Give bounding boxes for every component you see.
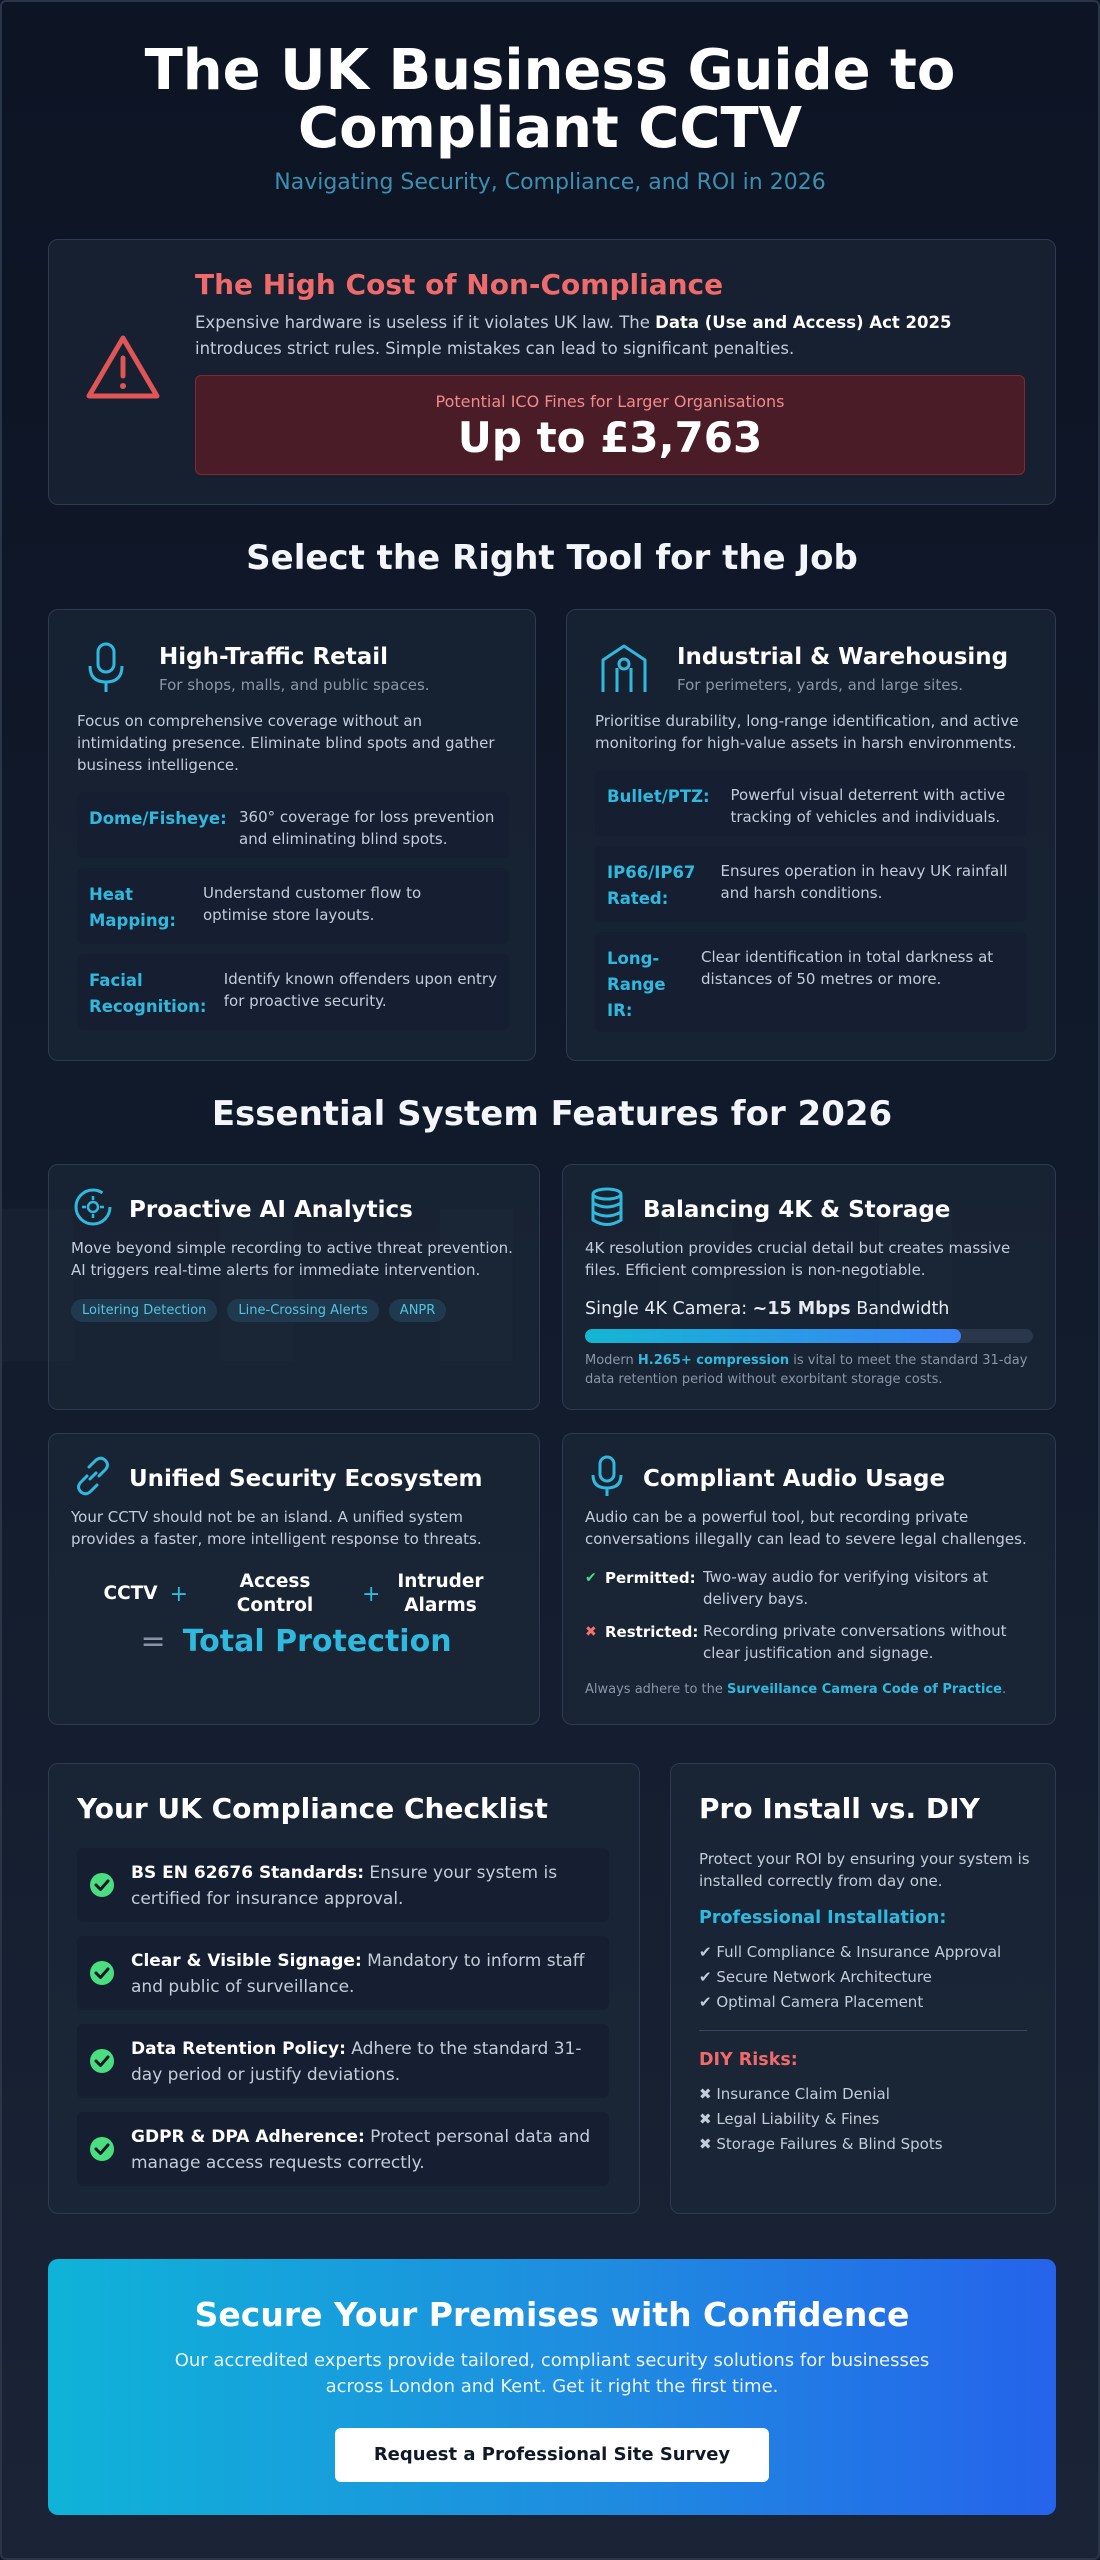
pro-list <box>699 1940 1001 2015</box>
ecosystem-card <box>48 1433 540 1725</box>
audio-restricted <box>585 1620 1035 1664</box>
audio-title: Compliant Audio Usage <box>643 1466 946 1492</box>
code-of-practice: Surveillance Camera Code of Practice <box>727 1682 1002 1697</box>
feature-value: Understand customer flow to optimise store layouts. <box>203 884 422 924</box>
microphone-icon <box>81 640 131 696</box>
audio-note: Always adhere to the Surveillance Camera Code of Practice. <box>585 1682 1007 1697</box>
title-line-1: The UK Business Guide to <box>144 38 956 103</box>
check-circle-icon <box>89 2136 115 2162</box>
ecosystem-title: Unified Security Ecosystem <box>129 1466 483 1492</box>
pro-title: Pro Install vs. DIY <box>699 1792 980 1825</box>
non-compliance-title: The High Cost of Non-Compliance <box>195 268 724 301</box>
ai-title: Proactive AI Analytics <box>129 1197 413 1223</box>
site-survey-button[interactable]: Request a Professional Site Survey <box>335 2428 769 2482</box>
ai-description: Move beyond simple recording to active threat prevention. AI triggers real-time alerts for immediate intervention. <box>71 1239 513 1279</box>
checklist-text: Clear & Visible Signage: Mandatory to inform staff and public of surveillance. <box>131 1951 585 1997</box>
storage-title: Balancing 4K & Storage <box>643 1197 951 1223</box>
feature-value: 360° coverage for loss prevention and eliminating blind spots. <box>239 808 495 848</box>
industrial-feature <box>595 846 1027 922</box>
restricted-text: Recording private conversations without clear justification and signage. <box>703 1622 1007 1662</box>
storage-card <box>562 1164 1056 1410</box>
bandwidth-value: ~15 Mbps <box>752 1299 851 1319</box>
checklist-text: BS EN 62676 Standards: Ensure your system is certified for insurance approval. <box>131 1863 558 1909</box>
restricted-label: Restricted: <box>605 1623 699 1641</box>
eco-item-access-control: Access Control <box>236 1571 314 1616</box>
cta-title: Secure Your Premises with Confidence <box>194 2295 910 2334</box>
checklist-item <box>77 1848 609 1922</box>
checklist-text: GDPR & DPA Adherence: Protect personal data and manage access requests correctly. <box>131 2127 591 2173</box>
cta-text: Our accredited experts provide tailored, compliant security solutions for businesses across London and Kent. Get it right the first time. <box>174 2350 930 2397</box>
industrial-card <box>566 609 1056 1061</box>
total-protection: Total Protection <box>182 1624 452 1659</box>
diy-list-item: ✖ Insurance Claim Denial <box>699 2085 890 2103</box>
feature-key: IP66/IP67 Rated: <box>607 863 696 908</box>
bandwidth-bar <box>585 1329 1033 1343</box>
retail-description: Focus on comprehensive coverage without an intimidating presence. Eliminate blind spots and gather business intelligence. <box>77 712 495 774</box>
checklist-item <box>77 2112 609 2186</box>
checklist-title: Your UK Compliance Checklist <box>77 1792 548 1825</box>
bandwidth-label: Single 4K Camera: ~15 Mbps Bandwidth <box>585 1299 950 1319</box>
compression-name: H.265+ compression <box>637 1353 790 1368</box>
microphone-icon <box>585 1454 629 1498</box>
permitted-label: Permitted: <box>605 1569 696 1587</box>
check-icon: ✔ <box>585 1570 597 1586</box>
equals-sign: = <box>140 1624 166 1659</box>
pro-description: Protect your ROI by ensuring your system is installed correctly from day one. <box>699 1850 1030 1890</box>
checklist-item <box>77 2024 609 2098</box>
compliance-checklist-card <box>48 1763 640 2214</box>
page-header <box>2 2 1098 195</box>
feature-value: Clear identification in total darkness at distances of 50 metres or more. <box>701 948 994 988</box>
divider <box>699 2030 1027 2031</box>
cta-banner <box>48 2259 1056 2515</box>
audio-permitted <box>585 1566 1035 1610</box>
industrial-title: Industrial & Warehousing <box>677 644 1009 670</box>
warehouse-icon <box>599 640 649 696</box>
database-icon <box>585 1185 629 1229</box>
pro-vs-diy-card <box>670 1763 1056 2214</box>
feature-key: Long-Range IR: <box>607 949 666 1020</box>
pro-heading: Professional Installation: <box>699 1908 947 1928</box>
pro-list-item: ✔ Secure Network Architecture <box>699 1968 932 1986</box>
non-compliance-card <box>48 239 1056 505</box>
tag-line-crossing: Line-Crossing Alerts <box>227 1299 378 1322</box>
feature-value: Identify known offenders upon entry for proactive security. <box>223 970 497 1010</box>
eco-item-intruder-alarms: Intruder Alarms <box>397 1571 484 1616</box>
audio-card <box>562 1433 1056 1725</box>
ai-brain-icon <box>71 1185 115 1229</box>
retail-feature <box>77 792 509 858</box>
ecosystem-total <box>71 1624 521 1659</box>
feature-key: Facial Recognition: <box>89 971 207 1016</box>
act-name: Data (Use and Access) Act 2025 <box>655 313 952 332</box>
retail-feature <box>77 868 509 944</box>
ai-analytics-card <box>48 1164 540 1410</box>
checklist-item <box>77 1936 609 2010</box>
tag-loitering: Loitering Detection <box>71 1299 217 1322</box>
storage-note: Modern H.265+ compression is vital to meet the standard 31-day data retention period without exorbitant storage costs. <box>585 1353 1028 1387</box>
industrial-subtitle: For perimeters, yards, and large sites. <box>677 676 964 694</box>
retail-feature <box>77 954 509 1030</box>
tools-section-title: Select the Right Tool for the Job <box>246 538 858 578</box>
fine-value: Up to £3,763 <box>457 413 763 462</box>
feature-key: Bullet/PTZ: <box>607 787 710 806</box>
permitted-text: Two-way audio for verifying visitors at delivery bays. <box>703 1568 988 1608</box>
industrial-description: Prioritise durability, long-range identification, and active monitoring for high-value assets in harsh environments. <box>595 712 1019 752</box>
ai-tags <box>71 1299 446 1322</box>
feature-value: Ensures operation in heavy UK rainfall and harsh conditions. <box>720 862 1008 902</box>
retail-subtitle: For shops, malls, and public spaces. <box>159 676 430 694</box>
diy-list-item: ✖ Legal Liability & Fines <box>699 2110 880 2128</box>
fine-box <box>195 375 1025 475</box>
fine-label: Potential ICO Fines for Larger Organisations <box>435 392 785 411</box>
feature-key: Dome/Fisheye: <box>89 809 227 828</box>
tag-anpr: ANPR <box>389 1299 447 1322</box>
title-line-2: Compliant CCTV <box>297 96 803 161</box>
cross-icon: ✖ <box>585 1624 597 1640</box>
page-subtitle: Navigating Security, Compliance, and ROI in 2026 <box>274 170 826 195</box>
eco-item-cctv: CCTV <box>103 1583 158 1604</box>
non-compliance-text: Expensive hardware is useless if it violates UK law. The Data (Use and Access) Act 2025 introduces strict rules. Simple mistakes can lead to significant penalties. <box>195 313 952 358</box>
storage-description: 4K resolution provides crucial detail but creates massive files. Efficient compression is non-negotiable. <box>585 1239 1011 1279</box>
feature-key: Heat Mapping: <box>89 885 176 930</box>
check-circle-icon <box>89 1960 115 1986</box>
checklist-text: Data Retention Policy: Adhere to the standard 31-day period or justify deviations. <box>131 2039 582 2085</box>
ecosystem-equation <box>71 1570 521 1618</box>
retail-title: High-Traffic Retail <box>159 644 389 670</box>
warning-triangle-icon <box>85 332 161 402</box>
pro-list-item: ✔ Full Compliance & Insurance Approval <box>699 1943 1002 1961</box>
industrial-feature <box>595 770 1027 836</box>
essentials-section-title: Essential System Features for 2026 <box>211 1094 893 1134</box>
page-title <box>2 38 1098 161</box>
industrial-feature <box>595 932 1027 1032</box>
diy-heading: DIY Risks: <box>699 2050 798 2070</box>
feature-value: Powerful visual deterrent with active tracking of vehicles and individuals. <box>730 786 1006 826</box>
check-circle-icon <box>89 2048 115 2074</box>
link-icon <box>71 1454 115 1498</box>
audio-description: Audio can be a powerful tool, but recording private conversations illegally can lead to severe legal challenges. <box>585 1508 1027 1548</box>
plus-sign: + <box>169 1581 189 1607</box>
retail-card <box>48 609 536 1061</box>
diy-list <box>699 2082 943 2157</box>
diy-list-item: ✖ Storage Failures & Blind Spots <box>699 2135 943 2153</box>
check-circle-icon <box>89 1872 115 1898</box>
ecosystem-description: Your CCTV should not be an island. A unified system provides a faster, more intelligent response to threats. <box>71 1508 482 1548</box>
pro-list-item: ✔ Optimal Camera Placement <box>699 1993 924 2011</box>
bandwidth-bar-fill <box>585 1329 961 1343</box>
plus-sign: + <box>362 1581 381 1607</box>
